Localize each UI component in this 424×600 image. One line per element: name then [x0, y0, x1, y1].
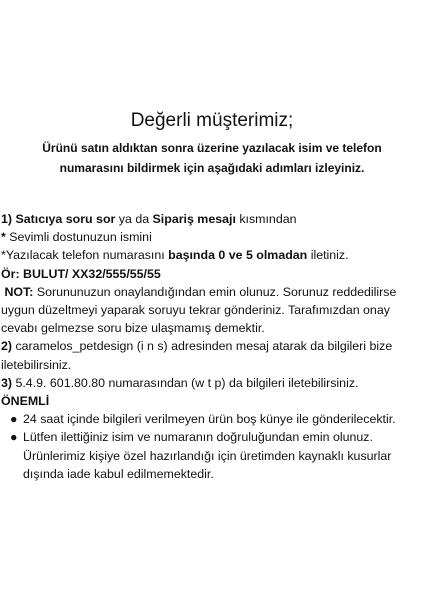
list-item [10, 428, 423, 483]
pet-name-line [1, 228, 423, 246]
step-1-order-message: Sipariş mesajı [152, 212, 236, 226]
phone-line-prefix: *Yazılacak telefon numarasını [1, 248, 169, 263]
step-1-rest: kısmından [235, 212, 297, 226]
bullet-icon: ● [10, 412, 18, 427]
note-paragraph [1, 283, 423, 338]
pet-name-star: * [1, 230, 6, 245]
step-3 [1, 374, 423, 392]
step-2-number: 2) [1, 339, 13, 354]
step-2 [1, 337, 423, 373]
step-1-number: 1) [1, 212, 13, 226]
note-label: NOT: [4, 284, 34, 299]
example-line: Ör: BULUT/ XX32/555/55/55 [1, 266, 161, 281]
step-1-ask-seller: Satıcıya soru sor [15, 212, 116, 226]
pet-name-text: Sevimli dostunuzun ismini [5, 230, 152, 245]
phone-line-bold: başında 0 ve 5 olmadan [168, 248, 308, 263]
bullet-icon: ● [10, 430, 18, 445]
important-heading: ÖNEMLİ [1, 394, 50, 409]
note-text: Sorununuzun onaylandığından emin olunuz. Sorunuz reddedilirse uygun düzeltmeyi yaparak soruyu tekrar gönderiniz. Tarafımızdan onay cevabı gelmezse soru bize ulaşmamış demektir. [1, 284, 397, 336]
page-title: Değerli müşterimiz; [130, 110, 294, 131]
list-item-text: Lütfen ilettiğiniz isim ve numaranın doğruluğundan emin olunuz. Ürünlerimiz kişiye özel hazırlandığı için üretimden kaynaklı kusurlar dışında iade kabul edilmemektedir. [23, 430, 392, 481]
instructions-body [1, 210, 423, 483]
step-3-text: 5.4.9. 601.80.80 numarasından (w t p) da bilgileri iletebilirsiniz. [12, 375, 359, 390]
list-item-text: 24 saat içinde bilgileri verilmeyen ürün boş künye ile gönderilecektir. [23, 412, 396, 427]
phone-line [1, 246, 423, 264]
phone-line-suffix: iletiniz. [307, 248, 349, 263]
step-2-text: caramelos_petdesign (i n s) adresinden mesaj atarak da bilgileri bize iletebilirsiniz. [1, 339, 393, 372]
step-3-number: 3) [1, 375, 13, 390]
list-item [10, 410, 423, 428]
important-list [1, 410, 423, 483]
step-1 [1, 210, 423, 228]
intro-text: Ürünü satın aldıktan sonra üzerine yazılacak isim ve telefon numarasını bildirmek için aşağıdaki adımları izleyiniz. [42, 141, 382, 175]
step-1-middle: ya da [115, 212, 153, 226]
